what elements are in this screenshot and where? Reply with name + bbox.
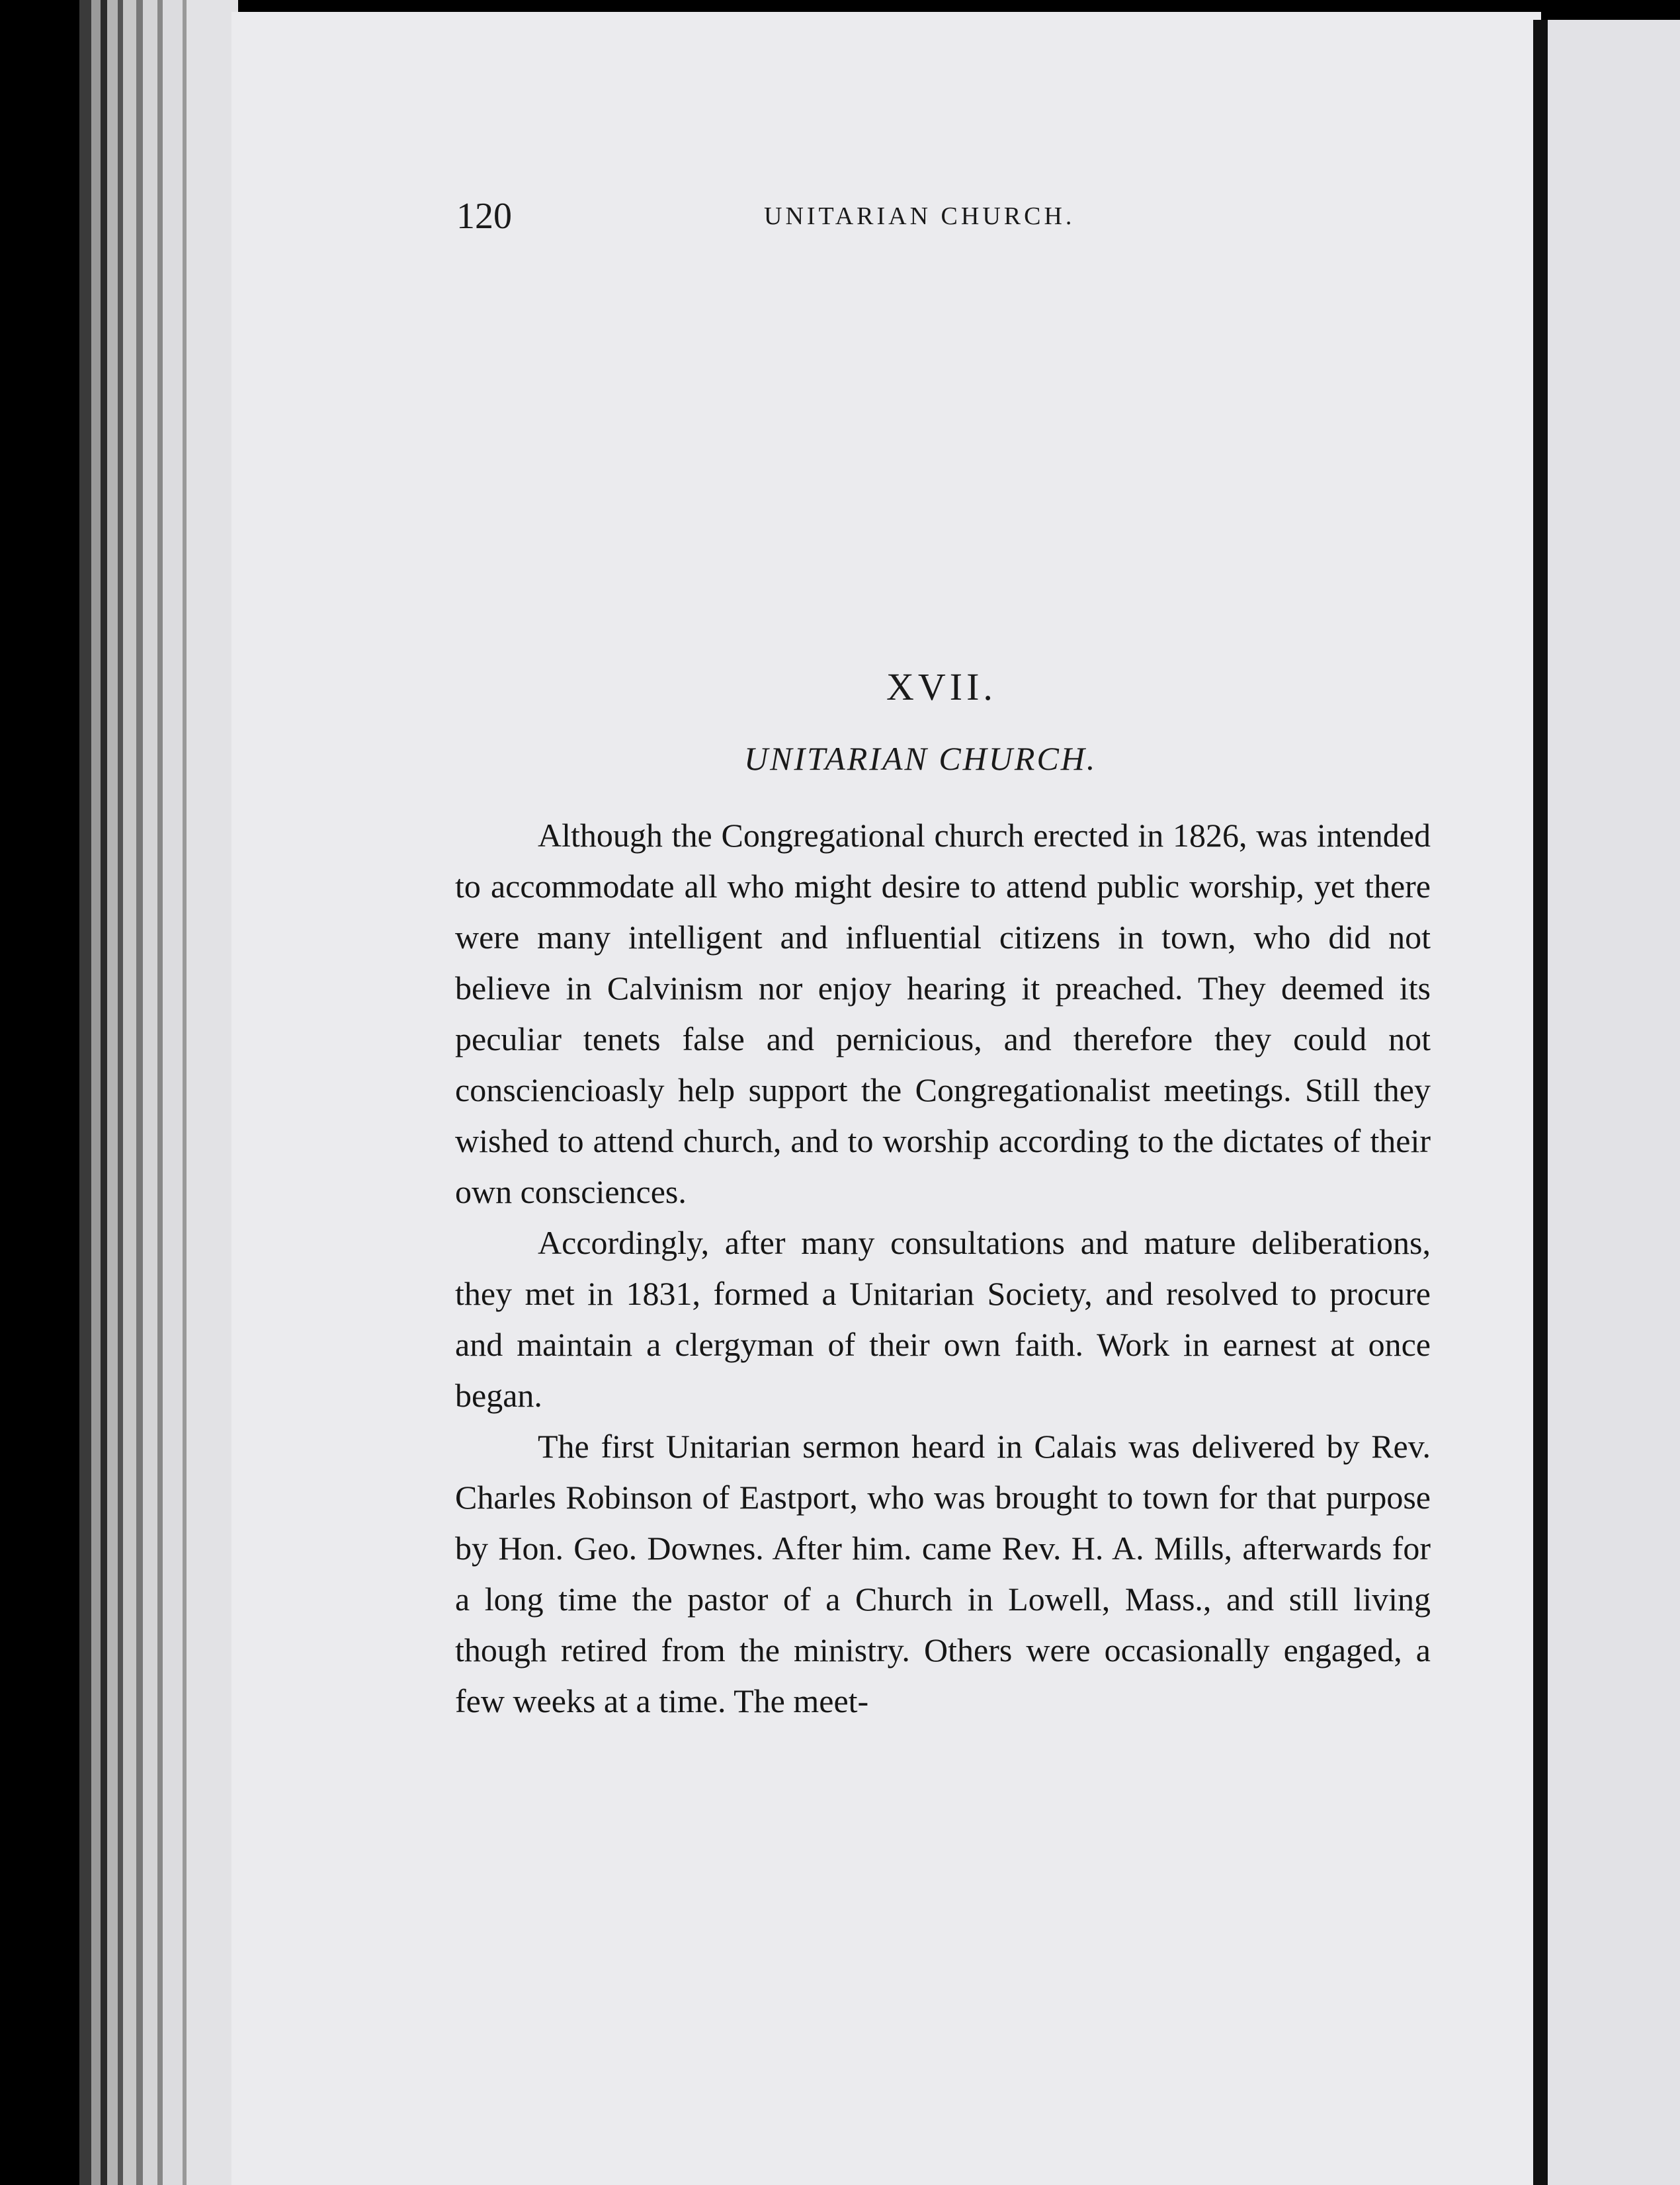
paragraph: The first Unitarian sermon heard in Calais was delivered by Rev. Charles Robinson of Eastport, who was brought to town for that purpose by Hon. Geo. Downes. After him. came Rev. H. A. Mills, afterwards for a long time the pastor of a Church in Lowell, Mass., and still living though retired from the ministry. Others were occasionally engaged, a few weeks at a time. The meet- <box>455 1428 1431 1719</box>
paragraph: Accordingly, after many consultations and mature deliberations, they met in 1831, formed a Unitarian Society, and resolved to procure and maintain a clergyman of their own faith. Work in earnest at once began. <box>455 1224 1431 1414</box>
chapter-number: XVII. <box>886 665 997 708</box>
running-head: UNITARIAN CHURCH. <box>764 202 1075 230</box>
page-header <box>456 195 1449 248</box>
paragraph: Although the Congregational church erected in 1826, was intended to accommodate all who might desire to attend public worship, yet there were many intelligent and influential citizens in town, who did not believe in Calvinism nor enjoy hearing it preached. They deemed its peculiar tenets false and pernicious, and therefore they could not consciencioasly help support the Congregationalist meetings. Still they wished to attend church, and to worship according to the dictates of their own consciences. <box>455 817 1431 1210</box>
body-text <box>455 810 1431 1727</box>
chapter-title: UNITARIAN CHURCH. <box>744 740 1097 777</box>
page-number: 120 <box>456 196 512 237</box>
book-page-edges <box>79 0 238 2185</box>
facing-page-edge <box>1548 20 1680 2185</box>
